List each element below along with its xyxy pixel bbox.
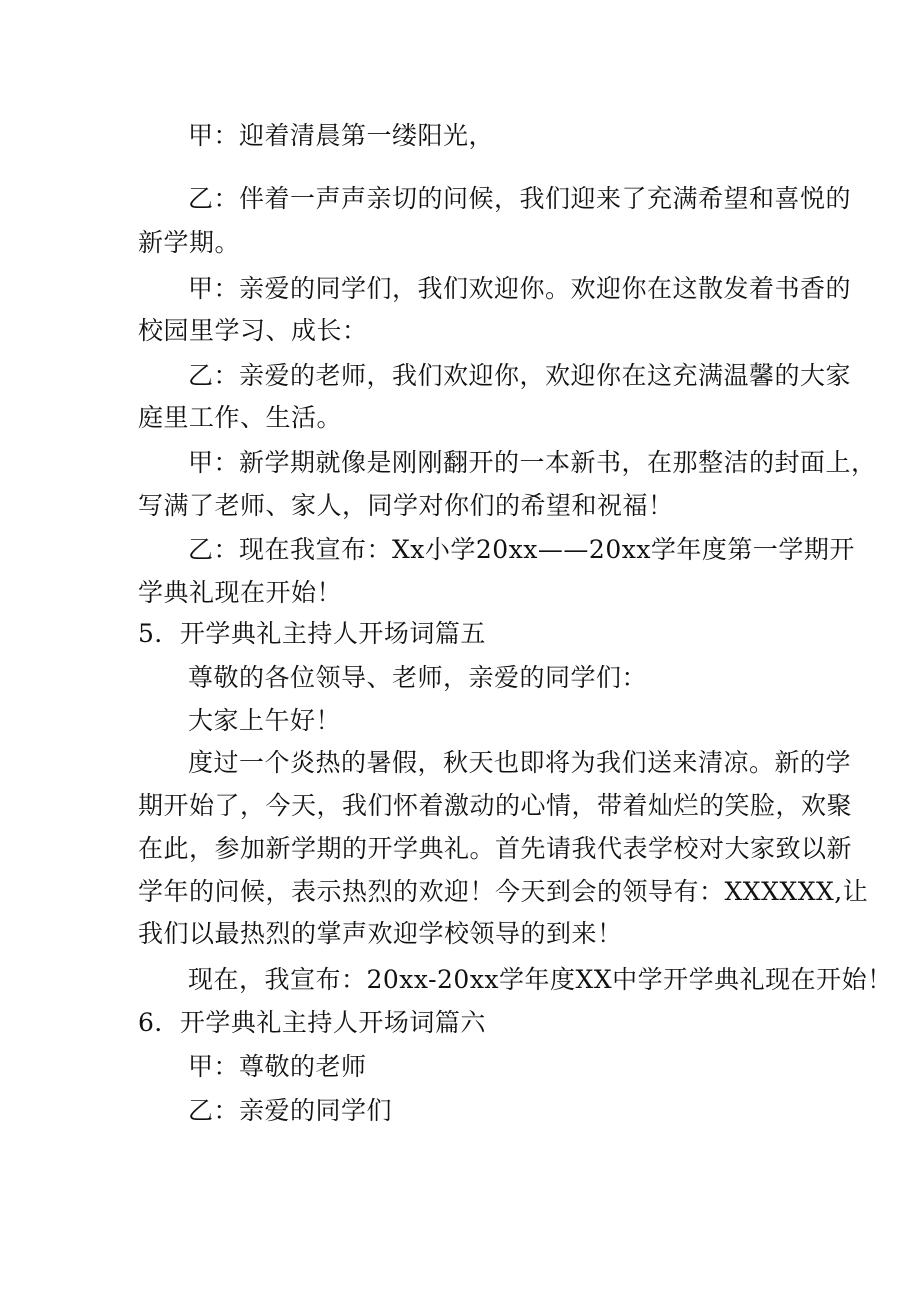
body-line: 度过一个炎热的暑假，秋天也即将为我们送来清凉。新的学 (188, 748, 852, 777)
paragraph-line: 校园里学习、成长： (138, 316, 368, 345)
paragraph-line: 甲：迎着清晨第一缕阳光， (188, 121, 495, 150)
paragraph-line: 甲：亲爱的同学们，我们欢迎你。欢迎你在这散发着书香的 (188, 274, 852, 303)
paragraph-line: 甲：新学期就像是刚刚翻开的一本新书，在那整洁的封面上， (188, 448, 877, 477)
paragraph-line: 乙：现在我宣布：Xx小学20xx——20xx学年度第一学期开 (188, 535, 855, 564)
paragraph-line: 学典礼现在开始！ (138, 578, 343, 607)
body-line: 期开始了，今天，我们怀着激动的心情，带着灿烂的笑脸，欢聚 (138, 791, 853, 820)
hello-line: 大家上午好！ (188, 706, 342, 735)
greeting-line: 尊敬的各位领导、老师，亲爱的同学们： (188, 663, 648, 692)
paragraph-line: 写满了老师、家人，同学对你们的希望和祝福！ (138, 491, 674, 520)
announcement-line: 现在，我宣布：20xx-20xx学年度XX中学开学典礼现在开始！ (188, 965, 893, 994)
section-heading: 5．开学典礼主持人开场词篇五 (138, 619, 486, 648)
body-line: 学年的问候，表示热烈的欢迎！今天到会的领导有：XXXXXX,让 (138, 877, 869, 906)
dialogue-line: 乙：亲爱的同学们 (188, 1096, 393, 1125)
dialogue-line: 甲：尊敬的老师 (188, 1052, 367, 1081)
paragraph-line: 新学期。 (138, 228, 241, 257)
body-line: 在此，参加新学期的开学典礼。首先请我代表学校对大家致以新 (138, 834, 853, 863)
paragraph-line: 庭里工作、生活。 (138, 403, 343, 432)
section-heading: 6．开学典礼主持人开场词篇六 (138, 1008, 486, 1037)
paragraph-line: 乙：伴着一声声亲切的问候，我们迎来了充满希望和喜悦的 (188, 184, 852, 213)
paragraph-line: 乙：亲爱的老师，我们欢迎你，欢迎你在这充满温馨的大家 (188, 361, 852, 390)
body-line: 我们以最热烈的掌声欢迎学校领导的到来！ (138, 919, 623, 948)
